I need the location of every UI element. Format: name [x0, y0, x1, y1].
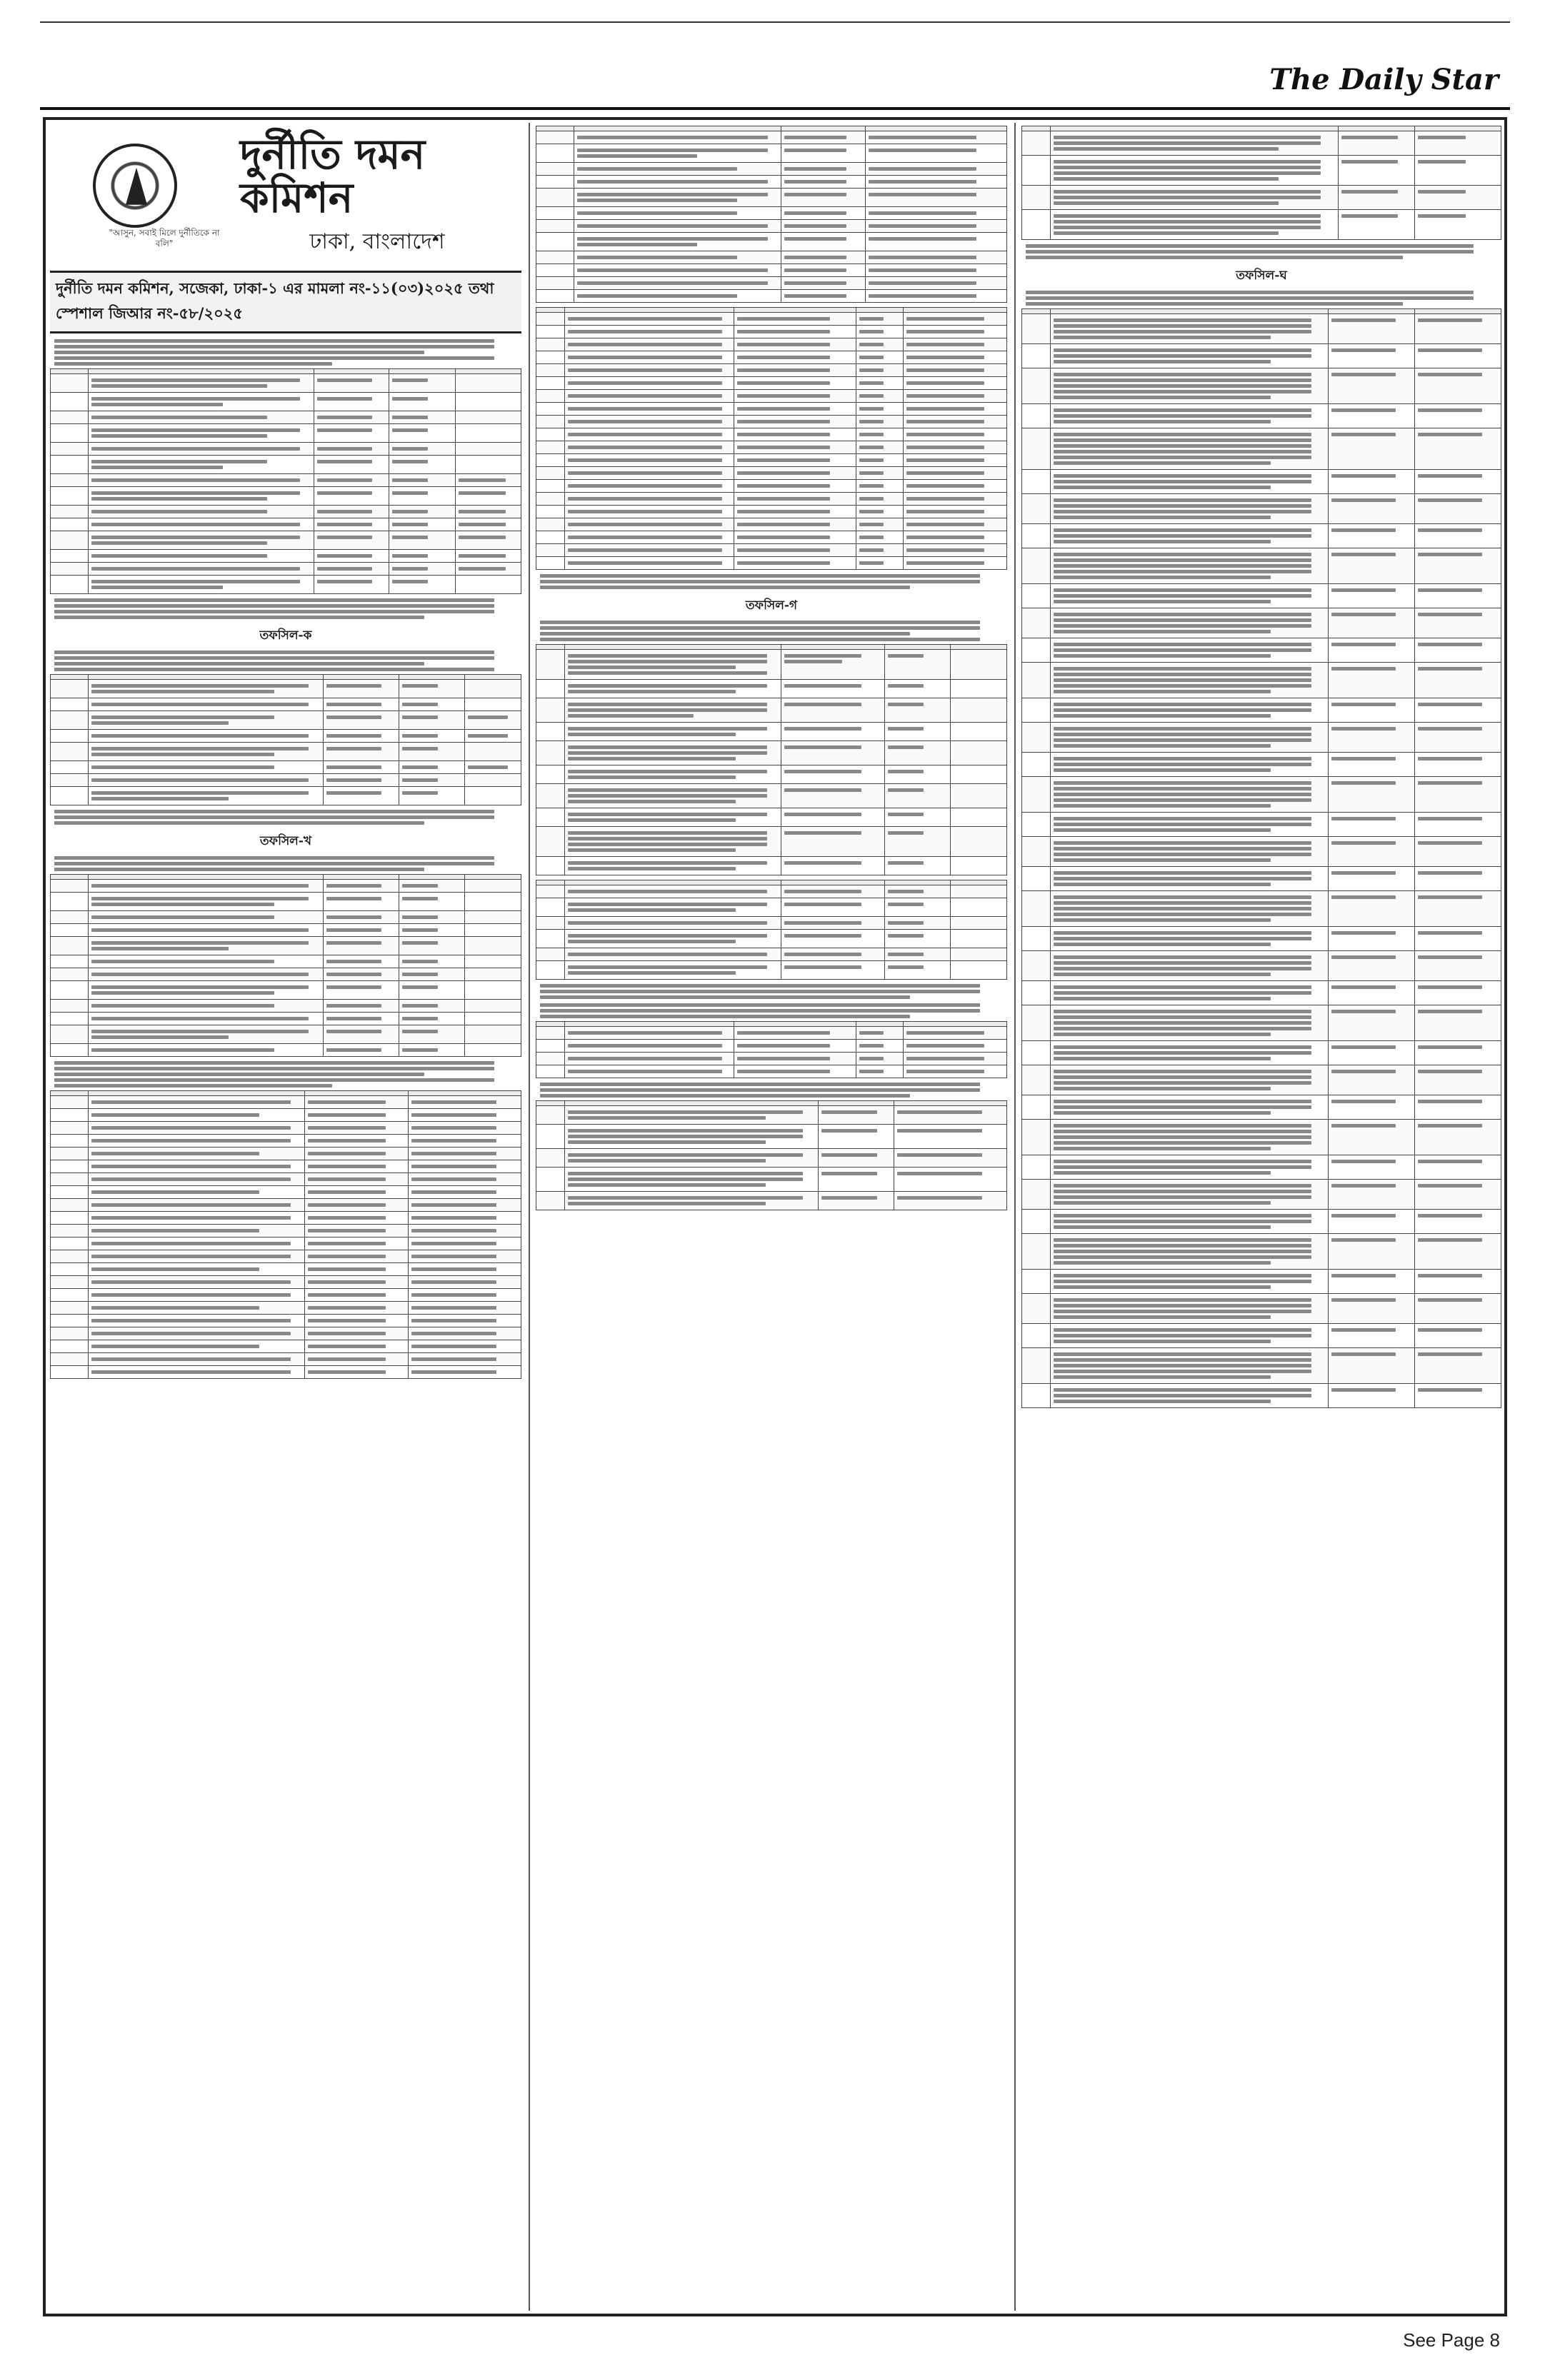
column-divider [529, 123, 530, 2311]
section-heading: তফসিল-গ [745, 598, 798, 613]
schedule-table [50, 674, 521, 805]
english-paragraph [540, 984, 1003, 999]
property-table [536, 1100, 1007, 1210]
body-paragraph [54, 856, 517, 871]
body-paragraph [540, 1083, 1003, 1098]
schedule-table [50, 368, 521, 594]
column-right [1021, 123, 1501, 2311]
organization-location: ঢাকা, বাংলাদেশ [309, 229, 445, 254]
newspaper-masthead: The Daily Star [1269, 63, 1499, 96]
land-schedule-table [1021, 308, 1501, 1408]
bond-table [536, 307, 1007, 570]
masthead-rule [40, 107, 1510, 110]
english-paragraph [54, 810, 517, 825]
acc-seal-icon [93, 144, 177, 228]
property-table [536, 880, 1007, 980]
body-paragraph [540, 621, 1003, 641]
account-table [536, 126, 1007, 303]
column-middle [536, 123, 1007, 2311]
property-table [1021, 126, 1501, 240]
property-table [536, 644, 1007, 875]
top-rule [40, 21, 1510, 23]
notice-header [50, 123, 521, 266]
case-header: দুর্নীতি দমন কমিশন, সজেকা, ঢাকা-১ এর মামলা নং-১১(০৩)২০২৫ তথা স্পেশাল জিআর নং-৫৮/২০২৫ [50, 271, 521, 333]
column-left [50, 123, 521, 2311]
english-paragraph [54, 598, 517, 619]
schedule-table [50, 874, 521, 1057]
english-paragraph [1026, 244, 1497, 259]
section-heading: তফসিল-ঘ [1236, 268, 1287, 283]
section-heading: তফসিল-ক [259, 628, 312, 643]
section-heading: তফসিল-খ [259, 833, 312, 848]
body-paragraph [54, 651, 517, 671]
body-paragraph [540, 1003, 1003, 1018]
shares-table [536, 1021, 1007, 1078]
see-page-reference: See Page 8 [1403, 2329, 1500, 2351]
english-paragraph [540, 574, 1003, 589]
account-table [50, 1090, 521, 1379]
body-paragraph [54, 339, 517, 366]
body-paragraph [1026, 291, 1497, 306]
seal-caption: "আসুন, সবাই মিলে দুর্নীতিকে না বলি" [109, 227, 220, 249]
body-paragraph [54, 1061, 517, 1088]
column-divider [1014, 123, 1016, 2311]
organization-name: দুর্নীতি দমন কমিশন [240, 130, 426, 222]
